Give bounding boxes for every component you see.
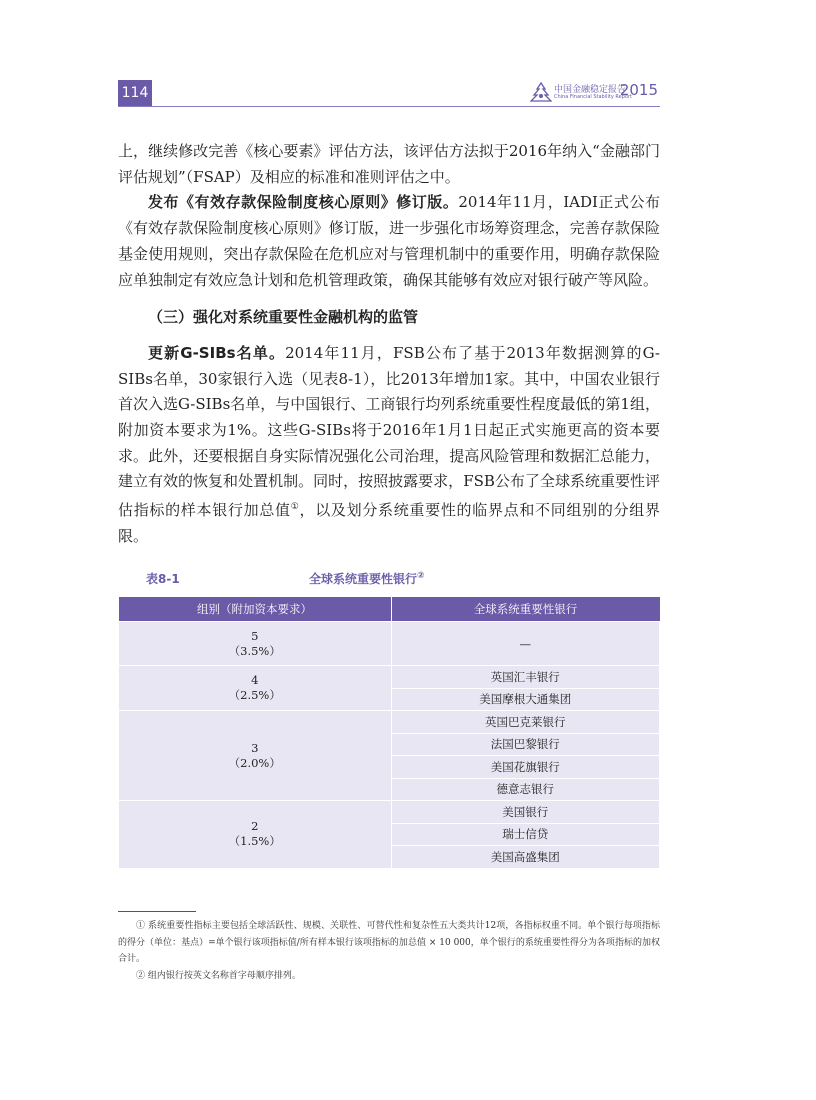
report-year: 2015 [619,81,658,99]
footnotes [118,918,660,984]
table-header-row [119,597,660,622]
bank-cell: 美国摩根大通集团 [391,688,660,711]
gsib-table [118,597,660,869]
section-heading: （三）强化对系统重要性金融机构的监管 [148,308,419,327]
bank-cell: 瑞士信贷 [391,823,660,846]
bank-cell: 美国银行 [391,801,660,824]
table-row [119,711,660,734]
bank-cell: 德意志银行 [391,778,660,801]
report-subtitle: China Financial Stability Report [554,94,632,100]
table-row [119,622,660,666]
bank-cell: 英国汇丰银行 [391,666,660,689]
paragraph [118,341,660,550]
main-text [118,139,660,550]
bank-cell: — [391,622,660,666]
footnote-ref[interactable]: ① [290,502,300,513]
table-title: 全球系统重要性银行② [309,571,425,586]
bank-cell: 英国巴克莱银行 [391,711,660,734]
footnote-ref[interactable]: ② [417,571,425,581]
paragraph-text: ，以及划分系统重要性的临界点和不同组别的分组界限。 [118,501,660,545]
page-number: 114 [118,80,152,106]
pagoda-logo-icon [530,82,552,102]
bank-cell: 美国高盛集团 [391,846,660,869]
group-cell: 5 （3.5%） [119,622,392,666]
table-label: 表8-1 [146,572,180,586]
bank-cell: 美国花旗银行 [391,756,660,779]
paragraph-text: 2014年11月，FSB公布了基于2013年数据测算的G-SIBs名单，30家银行入选（见表8-1），比2013年增加1家。其中，中国农业银行首次入选G-SIBs名单，与中国银行、工商银行均列系统重要性程度最低的第1组，附加资本要求为1%。这些G-SIBs将于2016年1月1日起正式实施更高的资本要求。此外，还要根据自身实际情况强化公司治理，提高风险管理和数据汇总能力，建立有效的恢复和处置机制。同时，按照披露要求，FSB公布了全球系统重要性评估指标的样本银行加总值 [118,343,660,520]
paragraph-lead: 更新G-SIBs名单。 [148,343,286,362]
footnote: ② 组内银行按英文名称首字母顺序排列。 [136,970,301,981]
bank-cell: 法国巴黎银行 [391,733,660,756]
footnote: ① 系统重要性指标主要包括全球活跃性、规模、关联性、可替代性和复杂性五大类共计12项，各指标权重不同。单个银行每项指标的得分（单位：基点）=单个银行该项指标值/所有样本银行该项指标的加总值 × 10 000，单个银行的系统重要性得分为各项指标的加权合计。 [118,921,660,964]
report-title: 中国金融稳定报告 [554,85,627,95]
paragraph [118,190,660,293]
paragraph-lead: 发布《有效存款保险制度核心原则》修订版。 [148,193,459,212]
group-cell: 4 （2.5%） [119,666,392,711]
running-header [118,80,660,107]
column-header-group: 组别（附加资本要求） [119,597,392,622]
table-row [119,801,660,824]
group-cell: 2 （1.5%） [119,801,392,869]
group-cell: 3 （2.0%） [119,711,392,801]
column-header-banks: 全球系统重要性银行 [391,597,660,622]
paragraph-text: 2014年11月，IADI正式公布《有效存款保险制度核心原则》修订版，进一步强化市场筹资理念，完善存款保险基金使用规则，突出存款保险在危机应对与管理机制中的重要作用，明确存款保险应单独制定有效应急计划和危机管理政策，确保其能够有效应对银行破产等风险。 [118,193,660,289]
table-row [119,666,660,689]
footnote-divider [118,911,196,912]
paragraph: 上，继续修改完善《核心要素》评估方法，该评估方法拟于2016年纳入“金融部门评估规划”（FSAP）及相应的标准和准则评估之中。 [118,142,660,186]
